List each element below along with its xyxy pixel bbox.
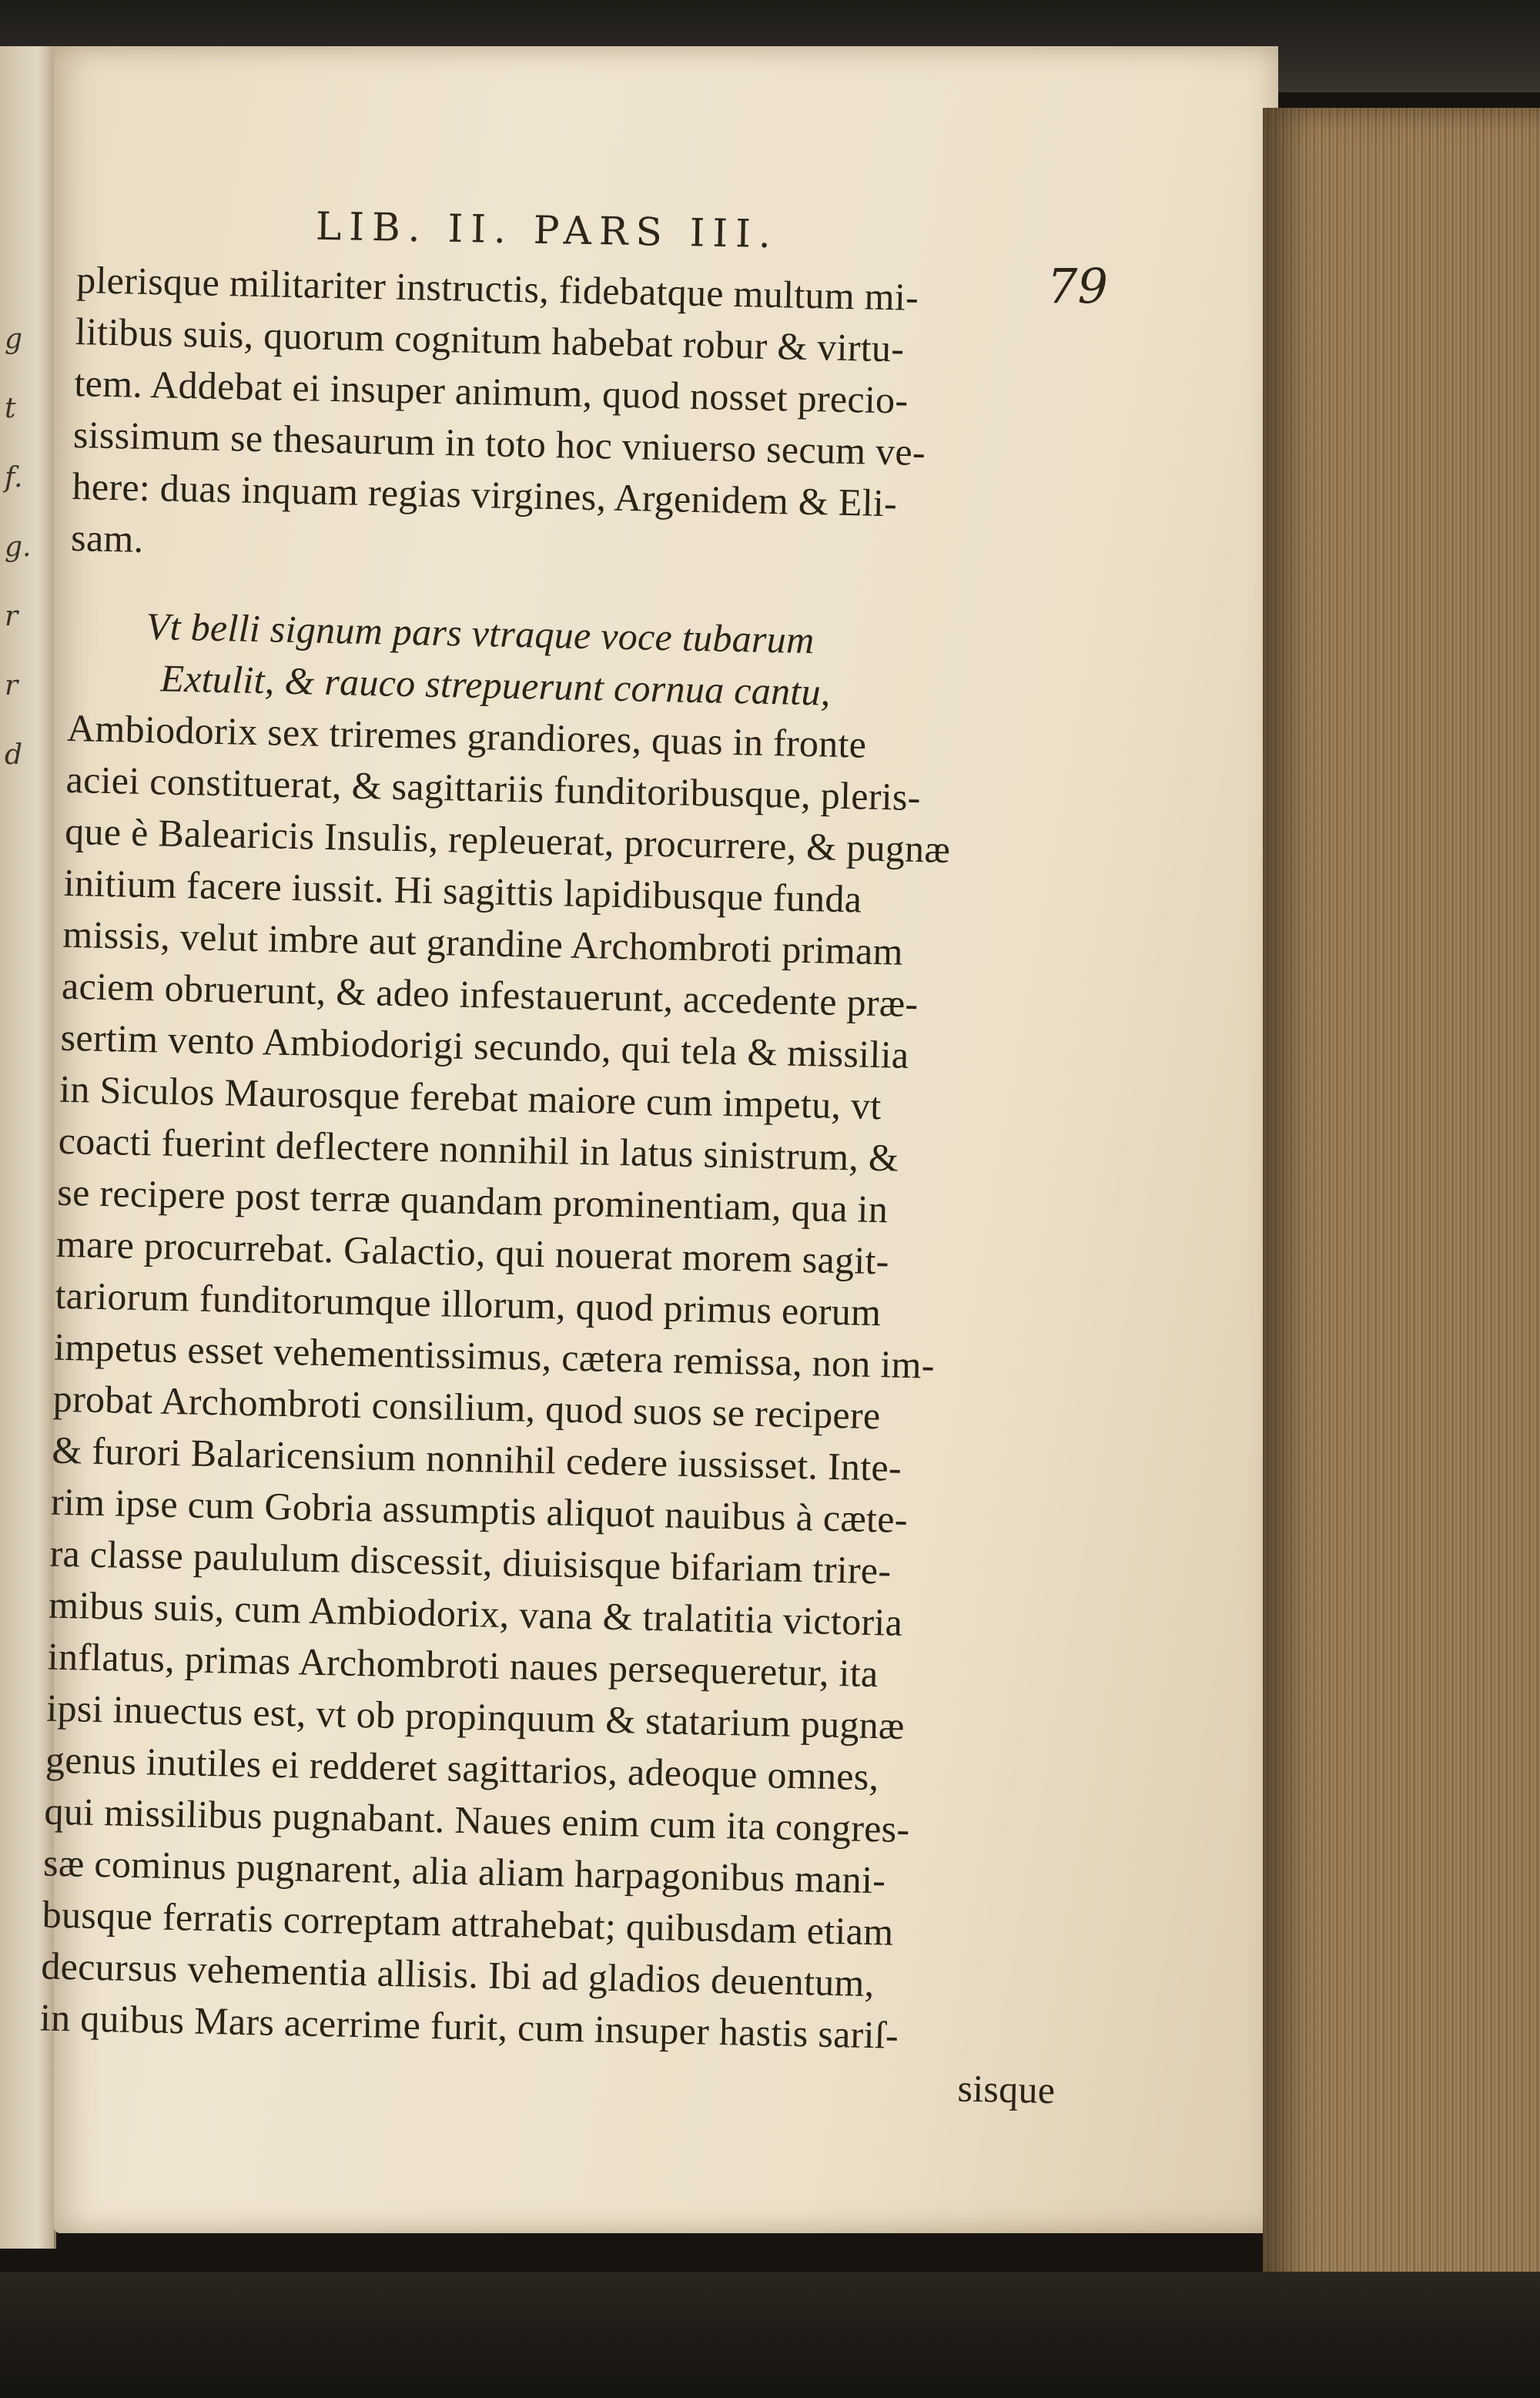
text-line: busque ferratis correptam attrahebat; quibusdam etiam: [42, 1892, 894, 1954]
text-line: in quibus Mars acerrime furit, cum insuper hastis sariſ-: [39, 1995, 899, 2057]
text-line: mare procurrebat. Galactio, qui nouerat morem sagit-: [55, 1221, 890, 1283]
text-line: missis, velut imbre aut grandine Archombroti primam: [62, 912, 904, 973]
paragraph-1: [71, 254, 1093, 585]
text-line: sissimum se thesaurum in toto hoc vniuerso secum ve-: [72, 412, 926, 474]
text-line: qui missilibus pugnabant. Naues enim cum ita congres-: [44, 1789, 911, 1851]
text-line: que è Balearicis Insulis, repleuerat, procurrere, & pugnæ: [64, 809, 951, 871]
text-line: sæ cominus pugnarent, alia aliam harpagonibus mani-: [42, 1840, 886, 1902]
text-line: aciem obruerunt, & adeo infestauerunt, accedente præ-: [61, 963, 919, 1026]
text-line: aciei constituerat, & sagittariis funditoribusque, pleris-: [65, 757, 922, 819]
page-fore-edge: [1263, 108, 1540, 2326]
margin-fragment: r: [5, 601, 18, 632]
page-number: 79: [1047, 258, 1108, 314]
margin-fragment: f.: [5, 462, 23, 494]
text-line: & furori Balaricensium nonnihil cedere iussisset. Inte-: [51, 1428, 902, 1489]
text-line: ra classe paululum discessit, diuisisque bifariam trire-: [49, 1531, 892, 1593]
paragraph-2: [39, 702, 1083, 2065]
margin-fragment: d: [5, 739, 23, 771]
text-line: se recipere post terræ quandam prominentiam, qua in: [56, 1170, 889, 1231]
text-line: Ambiodorix sex triremes grandiores, quas in fronte: [66, 705, 867, 766]
text-line: decursus vehementia allisis. Ibi ad gladios deuentum,: [40, 1944, 875, 2005]
text-line: ipsi inuectus est, vt ob propinquum & statarium pugnæ: [45, 1686, 906, 1747]
text-line: plerisque militariter instructis, fidebatque multum mi-: [75, 257, 919, 319]
text-line: litibus suis, quorum cognitum habebat robur & virtu-: [75, 309, 905, 370]
text-line: genus inutiles ei redderet sagittarios, adeoque omnes,: [45, 1737, 879, 1799]
left-margin-fragments: [0, 323, 31, 785]
text-line: initium facere iussit. Hi sagittis lapidibusque funda: [63, 860, 862, 921]
text-line: sam.: [70, 515, 145, 561]
margin-fragment: t: [5, 393, 16, 424]
text-line: rim ipse cum Gobria assumptis aliquot nauibus à cæte-: [50, 1479, 909, 1541]
margin-fragment: g: [5, 323, 23, 355]
text-line: tem. Addebat ei insuper animum, quod nosset precio-: [73, 360, 909, 422]
text-line: probat Archombroti consilium, quod suos se recipere: [52, 1376, 882, 1438]
text-line: coacti fuerint deflectere nonnihil in latus sinistrum, &: [58, 1118, 899, 1180]
margin-fragment: r: [5, 670, 18, 702]
text-line: Vt belli signum pars vtraque voce tubarum: [146, 604, 815, 662]
main-text-block: [38, 254, 1093, 2116]
book-bottom-edge: [0, 2272, 1540, 2398]
text-line: mibus suis, cum Ambiodorix, vana & tralatitia victoria: [48, 1582, 903, 1644]
text-line: here: duas inquam regias virgines, Argenidem & Eli-: [72, 464, 898, 525]
text-line: in Siculos Maurosque ferebat maiore cum impetu, vt: [59, 1067, 882, 1128]
text-line: Extulit, & rauco strepuerunt cornua cantu,: [159, 656, 832, 714]
margin-fragment: g.: [5, 531, 32, 563]
text-line: sertim vento Ambiodorigi secundo, qui tela & missilia: [60, 1015, 909, 1077]
running-head: LIB. II. PARS III.: [315, 203, 779, 257]
catchword: sisque: [956, 2066, 1056, 2112]
text-line: inflatus, primas Archombroti naues persequeretur, ita: [47, 1634, 879, 1696]
text-line: impetus esset vehementissimus, cætera remissa, non im-: [53, 1325, 936, 1387]
text-line: tariorum funditorumque illorum, quod primus eorum: [55, 1273, 882, 1335]
